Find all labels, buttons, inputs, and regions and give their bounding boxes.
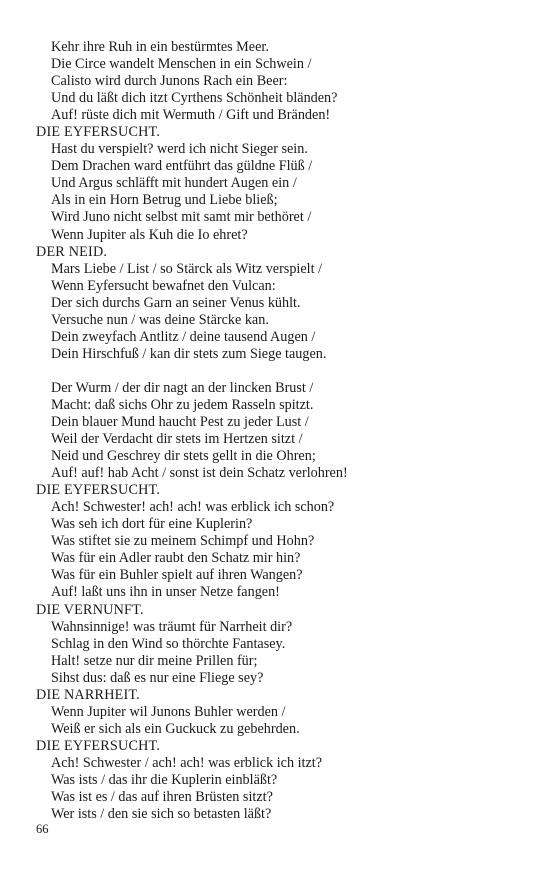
verse-line: Was stiftet sie zu meinem Schimpf und Hohn? — [51, 533, 315, 550]
verse-line: Der Wurm / der dir nagt an der lincken Brust / — [51, 379, 314, 396]
verse-line: Versuche nun / was deine Stärcke kan. — [51, 311, 269, 328]
verse-line: Auf! laßt uns ihn in unser Netze fangen! — [51, 584, 280, 601]
speaker-heading: DIE VERNUNFT. — [36, 601, 144, 618]
verse-line: Ach! Schwester / ach! ach! was erblick ich itzt? — [51, 754, 323, 771]
verse-line: Hast du verspielt? werd ich nicht Sieger sein. — [51, 141, 308, 158]
verse-line: Was seh ich dort für eine Kuplerin? — [51, 516, 253, 533]
page-number: 66 — [36, 822, 49, 836]
verse-line: Was ist es / das auf ihren Brüsten sitzt? — [51, 789, 273, 806]
verse-line: Und du läßt dich itzt Cyrthens Schönheit bländen? — [51, 90, 338, 107]
verse-line: Wenn Jupiter wil Junons Buhler werden / — [51, 703, 286, 720]
verse-line: Was ists / das ihr die Kuplerin einbläßt? — [51, 771, 278, 788]
verse-line: Weil der Verdacht dir stets im Hertzen sitzt / — [51, 431, 303, 448]
verse-line: Sihst dus: daß es nur eine Fliege sey? — [51, 669, 264, 686]
verse-line: Halt! setze nur dir meine Prillen für; — [51, 652, 258, 669]
verse-line: Auf! rüste dich mit Wermuth / Gift und Bränden! — [51, 107, 331, 124]
verse-line: Als in ein Horn Betrug und Liebe bließ; — [51, 192, 278, 209]
speaker-heading: DIE EYFERSUCHT. — [36, 124, 161, 141]
verse-line: Weiß er sich als ein Guckuck zu gebehrden. — [51, 720, 300, 737]
drama-text — [36, 39, 536, 823]
verse-line: Macht: daß sichs Ohr zu jedem Rasseln spitzt. — [51, 396, 314, 413]
verse-line: Dein zweyfach Antlitz / deine tausend Augen / — [51, 328, 316, 345]
verse-line: Wenn Eyfersucht bewafnet den Vulcan: — [51, 277, 276, 294]
verse-line: Wird Juno nicht selbst mit samt mir bethöret / — [51, 209, 312, 226]
verse-line: Schlag in den Wind so thörchte Fantasey. — [51, 635, 286, 652]
speaker-heading: DIE EYFERSUCHT. — [36, 737, 161, 754]
verse-line: Und Argus schläfft mit hundert Augen ein / — [51, 175, 297, 192]
stanza-break — [36, 363, 536, 380]
speaker-heading: DIE NARRHEIT. — [36, 686, 140, 703]
verse-line: Was für ein Adler raubt den Schatz mir hin? — [51, 550, 301, 567]
verse-line: Ach! Schwester! ach! ach! was erblick ich schon? — [51, 499, 335, 516]
verse-line: Neid und Geschrey dir stets gellt in die Ohren; — [51, 448, 316, 465]
verse-line: Auf! auf! hab Acht / sonst ist dein Schatz verlohren! — [51, 465, 348, 482]
verse-line: Dein Hirschfuß / kan dir stets zum Siege taugen. — [51, 345, 327, 362]
verse-line: Die Circe wandelt Menschen in ein Schwein / — [51, 56, 312, 73]
verse-line: Calisto wird durch Junons Rach ein Beer: — [51, 73, 288, 90]
verse-line: Dein blauer Mund haucht Pest zu jeder Lust / — [51, 413, 309, 430]
verse-line: Was für ein Buhler spielt auf ihren Wangen? — [51, 567, 303, 584]
verse-line: Wenn Jupiter als Kuh die Io ehret? — [51, 226, 248, 243]
verse-line: Dem Drachen ward entführt das güldne Flüß / — [51, 158, 313, 175]
speaker-heading: DER NEID. — [36, 243, 108, 260]
speaker-heading: DIE EYFERSUCHT. — [36, 482, 161, 499]
verse-line: Kehr ihre Ruh in ein bestürmtes Meer. — [51, 39, 269, 55]
verse-line: Der sich durchs Garn an seiner Venus kühlt. — [51, 294, 301, 311]
verse-line: Wahnsinnige! was träumt für Narrheit dir? — [51, 618, 293, 635]
verse-line: Mars Liebe / List / so Stärck als Witz verspielt / — [51, 260, 323, 277]
verse-line: Wer ists / den sie sich so betasten läßt? — [51, 806, 272, 823]
